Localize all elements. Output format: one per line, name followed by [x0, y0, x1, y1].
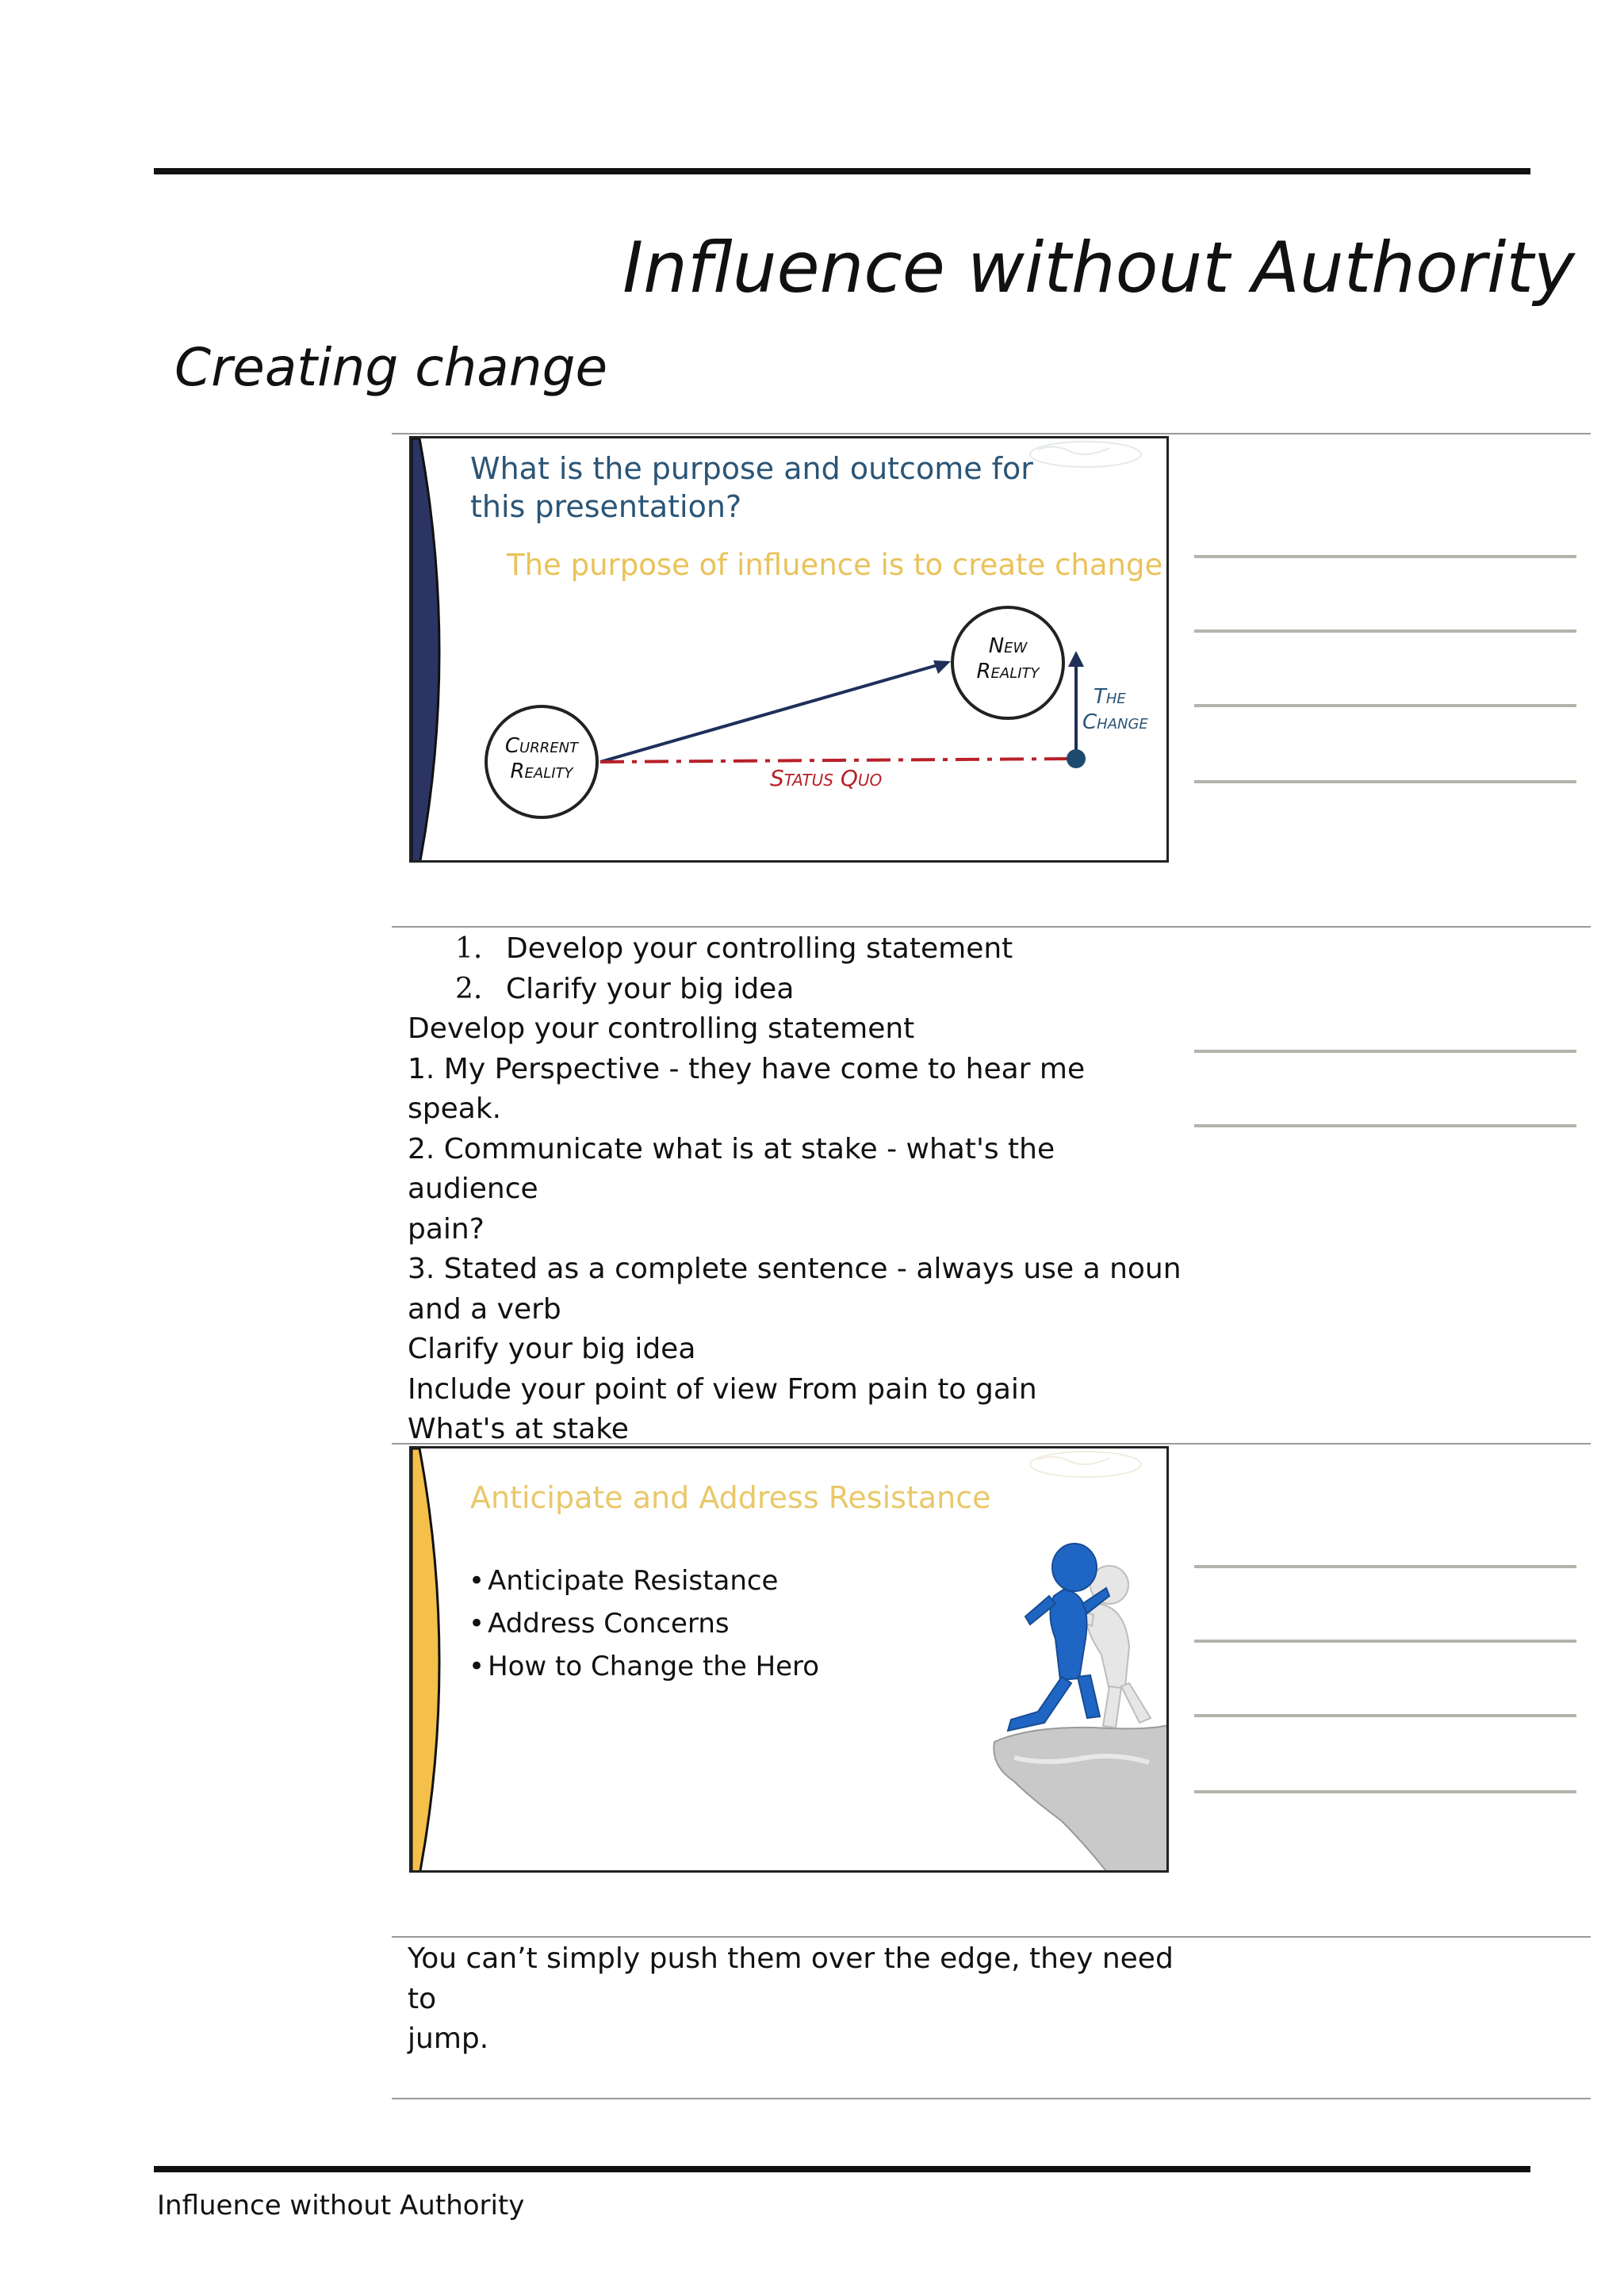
list-item: • How to Change the Hero [469, 1645, 819, 1688]
separator [392, 433, 1591, 434]
note-line [1194, 1050, 1576, 1053]
footer-text: Influence without Authority [157, 2190, 525, 2221]
separator [392, 2098, 1591, 2099]
document-title: Influence without Authority [622, 227, 1575, 308]
note-line-text: 1. My Perspective - they have come to hear me speak. [408, 1052, 1086, 1125]
note-line-text: You can’t simply push them over the edge, they need to [408, 1942, 1174, 2015]
note-line [1194, 704, 1576, 707]
note-line-text: What's at stake [408, 1413, 629, 1445]
note-line [1194, 1714, 1576, 1717]
header-rule [154, 168, 1530, 174]
note-line [1194, 1565, 1576, 1568]
note-line [1194, 780, 1576, 783]
slide-thumbnail-resistance [409, 1446, 1169, 1873]
separator [392, 1936, 1591, 1938]
note-line [1194, 629, 1576, 633]
status-quo-label: Status Quo [770, 765, 883, 791]
note-line-text: Include your point of view From pain to gain [408, 1372, 1037, 1406]
note-line-text: Develop your controlling statement [408, 1012, 915, 1045]
slide-notes-2 [408, 1939, 1185, 2060]
cliff-graphic [994, 1724, 1169, 1873]
note-line [1194, 1640, 1576, 1643]
slide-bullets [469, 1559, 819, 1688]
note-line-text: and a verb [408, 1292, 561, 1326]
slide-title: What is the purpose and outcome for this presentation? [470, 451, 1033, 524]
footer-rule [154, 2166, 1530, 2172]
slide-thumbnail-purpose [409, 436, 1169, 863]
note-line-text: jump. [408, 2022, 489, 2055]
slide-title: Anticipate and Address Resistance [470, 1480, 991, 1515]
list-item: • Address Concerns [469, 1602, 819, 1645]
slide-notes-1 [408, 929, 1185, 1450]
slide-subtitle: The purpose of influence is to create change [507, 548, 1163, 582]
list-item: 1. Develop your controlling statement [455, 932, 1013, 965]
note-line-text: pain? [408, 1212, 485, 1246]
note-line-text: 3. Stated as a complete sentence - always use a noun [408, 1253, 1182, 1285]
section-title: Creating change [174, 337, 608, 398]
list-item: • Anticipate Resistance [469, 1559, 819, 1602]
current-reality-label: Current Reality [504, 734, 579, 783]
numbered-list [408, 929, 1185, 1009]
note-line-text: 2. Communicate what is at stake - what's the audience [408, 1132, 1055, 1205]
list-item: 2. Clarify your big idea [455, 972, 795, 1005]
the-change-label: The Change [1082, 685, 1148, 734]
separator [392, 926, 1591, 928]
new-reality-label: New Reality [976, 634, 1040, 683]
note-line [1194, 1124, 1576, 1127]
note-line-text: Clarify your big idea [408, 1333, 696, 1365]
note-line [1194, 555, 1576, 558]
note-line [1194, 1790, 1576, 1793]
